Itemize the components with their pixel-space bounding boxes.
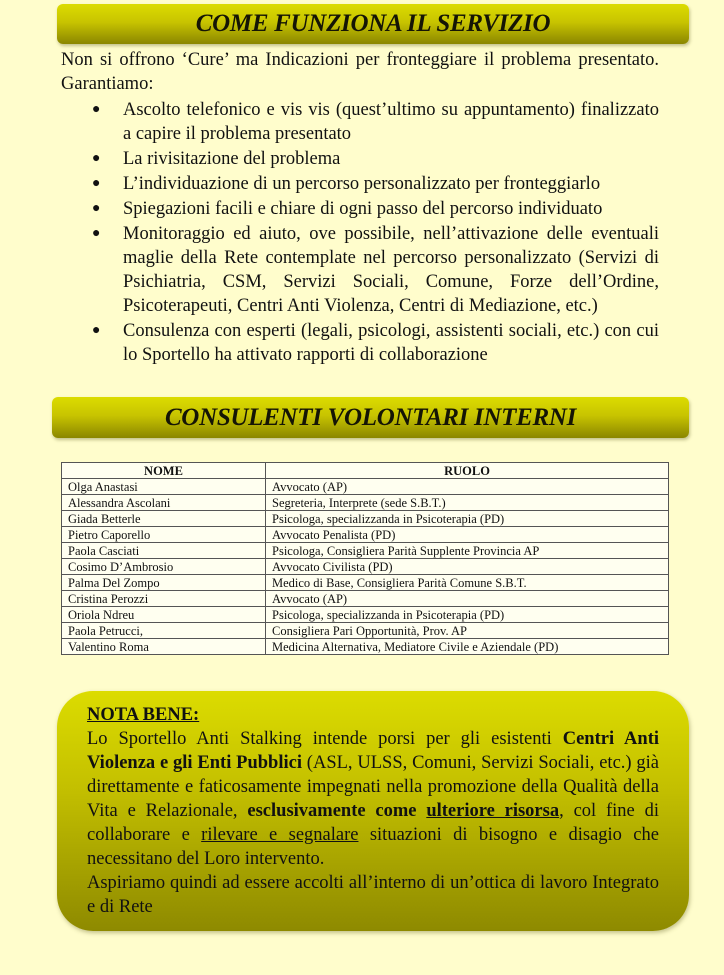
role-cell: Medicina Alternativa, Mediatore Civile e Aziendale (PD) xyxy=(266,639,669,655)
table-row xyxy=(62,479,669,495)
table-row xyxy=(62,559,669,575)
role-cell: Avvocato (AP) xyxy=(266,479,669,495)
column-header-nome: NOME xyxy=(62,463,266,479)
role-cell: Avvocato (AP) xyxy=(266,591,669,607)
role-cell: Psicologa, specializzanda in Psicoterapia (PD) xyxy=(266,607,669,623)
name-cell: Alessandra Ascolani xyxy=(62,495,266,511)
role-cell: Psicologa, specializzanda in Psicoterapia (PD) xyxy=(266,511,669,527)
name-cell: Paola Petrucci, xyxy=(62,623,266,639)
name-cell: Giada Betterle xyxy=(62,511,266,527)
note-text: situazioni di bisogno e disagio che necessitano del Loro intervento. xyxy=(87,825,659,869)
role-cell: Psicologa, Consigliera Parità Supplente Provincia AP xyxy=(266,543,669,559)
table-row xyxy=(62,639,669,655)
note-text-bold-underlined: ulteriore risorsa xyxy=(426,801,560,821)
table-row xyxy=(62,543,669,559)
role-cell: Medico di Base, Consigliera Parità Comune S.B.T. xyxy=(266,575,669,591)
section-title: CONSULENTI VOLONTARI INTERNI xyxy=(164,403,577,431)
bullet-dot-icon: ● xyxy=(92,201,101,216)
table-row xyxy=(62,591,669,607)
table-row xyxy=(62,623,669,639)
note-text-underlined: rilevare e segnalare xyxy=(201,825,359,845)
intro-paragraph: Non si offrono ‘Cure’ ma Indicazioni per fronteggiare il problema presentato. Garantiamo: xyxy=(61,50,659,94)
nota-bene-box xyxy=(57,691,689,931)
note-text: Lo Sportello Anti Stalking intende porsi per gli esistenti xyxy=(87,729,563,749)
consultants-table xyxy=(61,462,669,655)
note-title: NOTA BENE: xyxy=(87,705,200,725)
name-cell: Oriola Ndreu xyxy=(62,607,266,623)
table-row xyxy=(62,575,669,591)
name-cell: Olga Anastasi xyxy=(62,479,266,495)
bullet-dot-icon: ● xyxy=(92,323,101,338)
note-text: , col fine di collaborare e xyxy=(87,801,659,845)
note-text-bold: esclusivamente come xyxy=(247,801,427,821)
table-row xyxy=(62,527,669,543)
name-cell: Cristina Perozzi xyxy=(62,591,266,607)
bullet-dot-icon: ● xyxy=(92,176,101,191)
role-cell: Segreteria, Interprete (sede S.B.T.) xyxy=(266,495,669,511)
list-item: ● Monitoraggio ed aiuto, ove possibile, nell’attivazione delle eventuali maglie della Rete contemplate nel percorso personalizzato (Servizi di Psichiatria, CSM, Servizi Sociali, Comune, Forze dell’Ordine, Psicoterapeuti, Centri Anti Violenza, Centri di Mediazione, etc.) xyxy=(92,224,659,316)
list-item: ● Ascolto telefonico e vis vis (quest’ultimo su appuntamento) finalizzato a capire il problema presentato xyxy=(92,100,659,144)
name-cell: Valentino Roma xyxy=(62,639,266,655)
section-header-come-funziona xyxy=(57,4,689,44)
bullet-dot-icon: ● xyxy=(92,226,101,241)
service-description xyxy=(61,48,659,368)
note-text-bold: Centri Anti Violenza e gli Enti Pubblici xyxy=(87,729,659,773)
column-header-ruolo: RUOLO xyxy=(266,463,669,479)
role-cell: Consigliera Pari Opportunità, Prov. AP xyxy=(266,623,669,639)
table-header-row xyxy=(62,463,669,479)
note-text: (ASL, ULSS, Comuni, Servizi Sociali, etc.) già direttamente e faticosamente impegnati nella promozione della Qualità della Vita e Relazionale, xyxy=(87,753,659,821)
list-item: ● Consulenza con esperti (legali, psicologi, assistenti sociali, etc.) con cui lo Sportello ha attivato rapporti di collaborazione xyxy=(92,321,659,365)
name-cell: Palma Del Zompo xyxy=(62,575,266,591)
name-cell: Paola Casciati xyxy=(62,543,266,559)
table-row xyxy=(62,495,669,511)
name-cell: Cosimo D’Ambrosio xyxy=(62,559,266,575)
section-title: COME FUNZIONA IL SERVIZIO xyxy=(195,10,551,37)
role-cell: Avvocato Penalista (PD) xyxy=(266,527,669,543)
bullet-dot-icon: ● xyxy=(92,102,101,117)
bullet-dot-icon: ● xyxy=(92,151,101,166)
table-row xyxy=(62,607,669,623)
table-row xyxy=(62,511,669,527)
list-item: ● Spiegazioni facili e chiare di ogni passo del percorso individuato xyxy=(92,199,603,219)
role-cell: Avvocato Civilista (PD) xyxy=(266,559,669,575)
note-closing-paragraph: Aspiriamo quindi ad essere accolti all’interno di un’ottica di lavoro Integrato e di Rete xyxy=(87,873,659,917)
guarantee-list xyxy=(61,98,659,367)
list-item: ● La rivisitazione del problema xyxy=(92,149,341,169)
list-item: ● L’individuazione di un percorso personalizzato per fronteggiarlo xyxy=(92,174,601,194)
section-header-consulenti xyxy=(52,397,689,438)
name-cell: Pietro Caporello xyxy=(62,527,266,543)
